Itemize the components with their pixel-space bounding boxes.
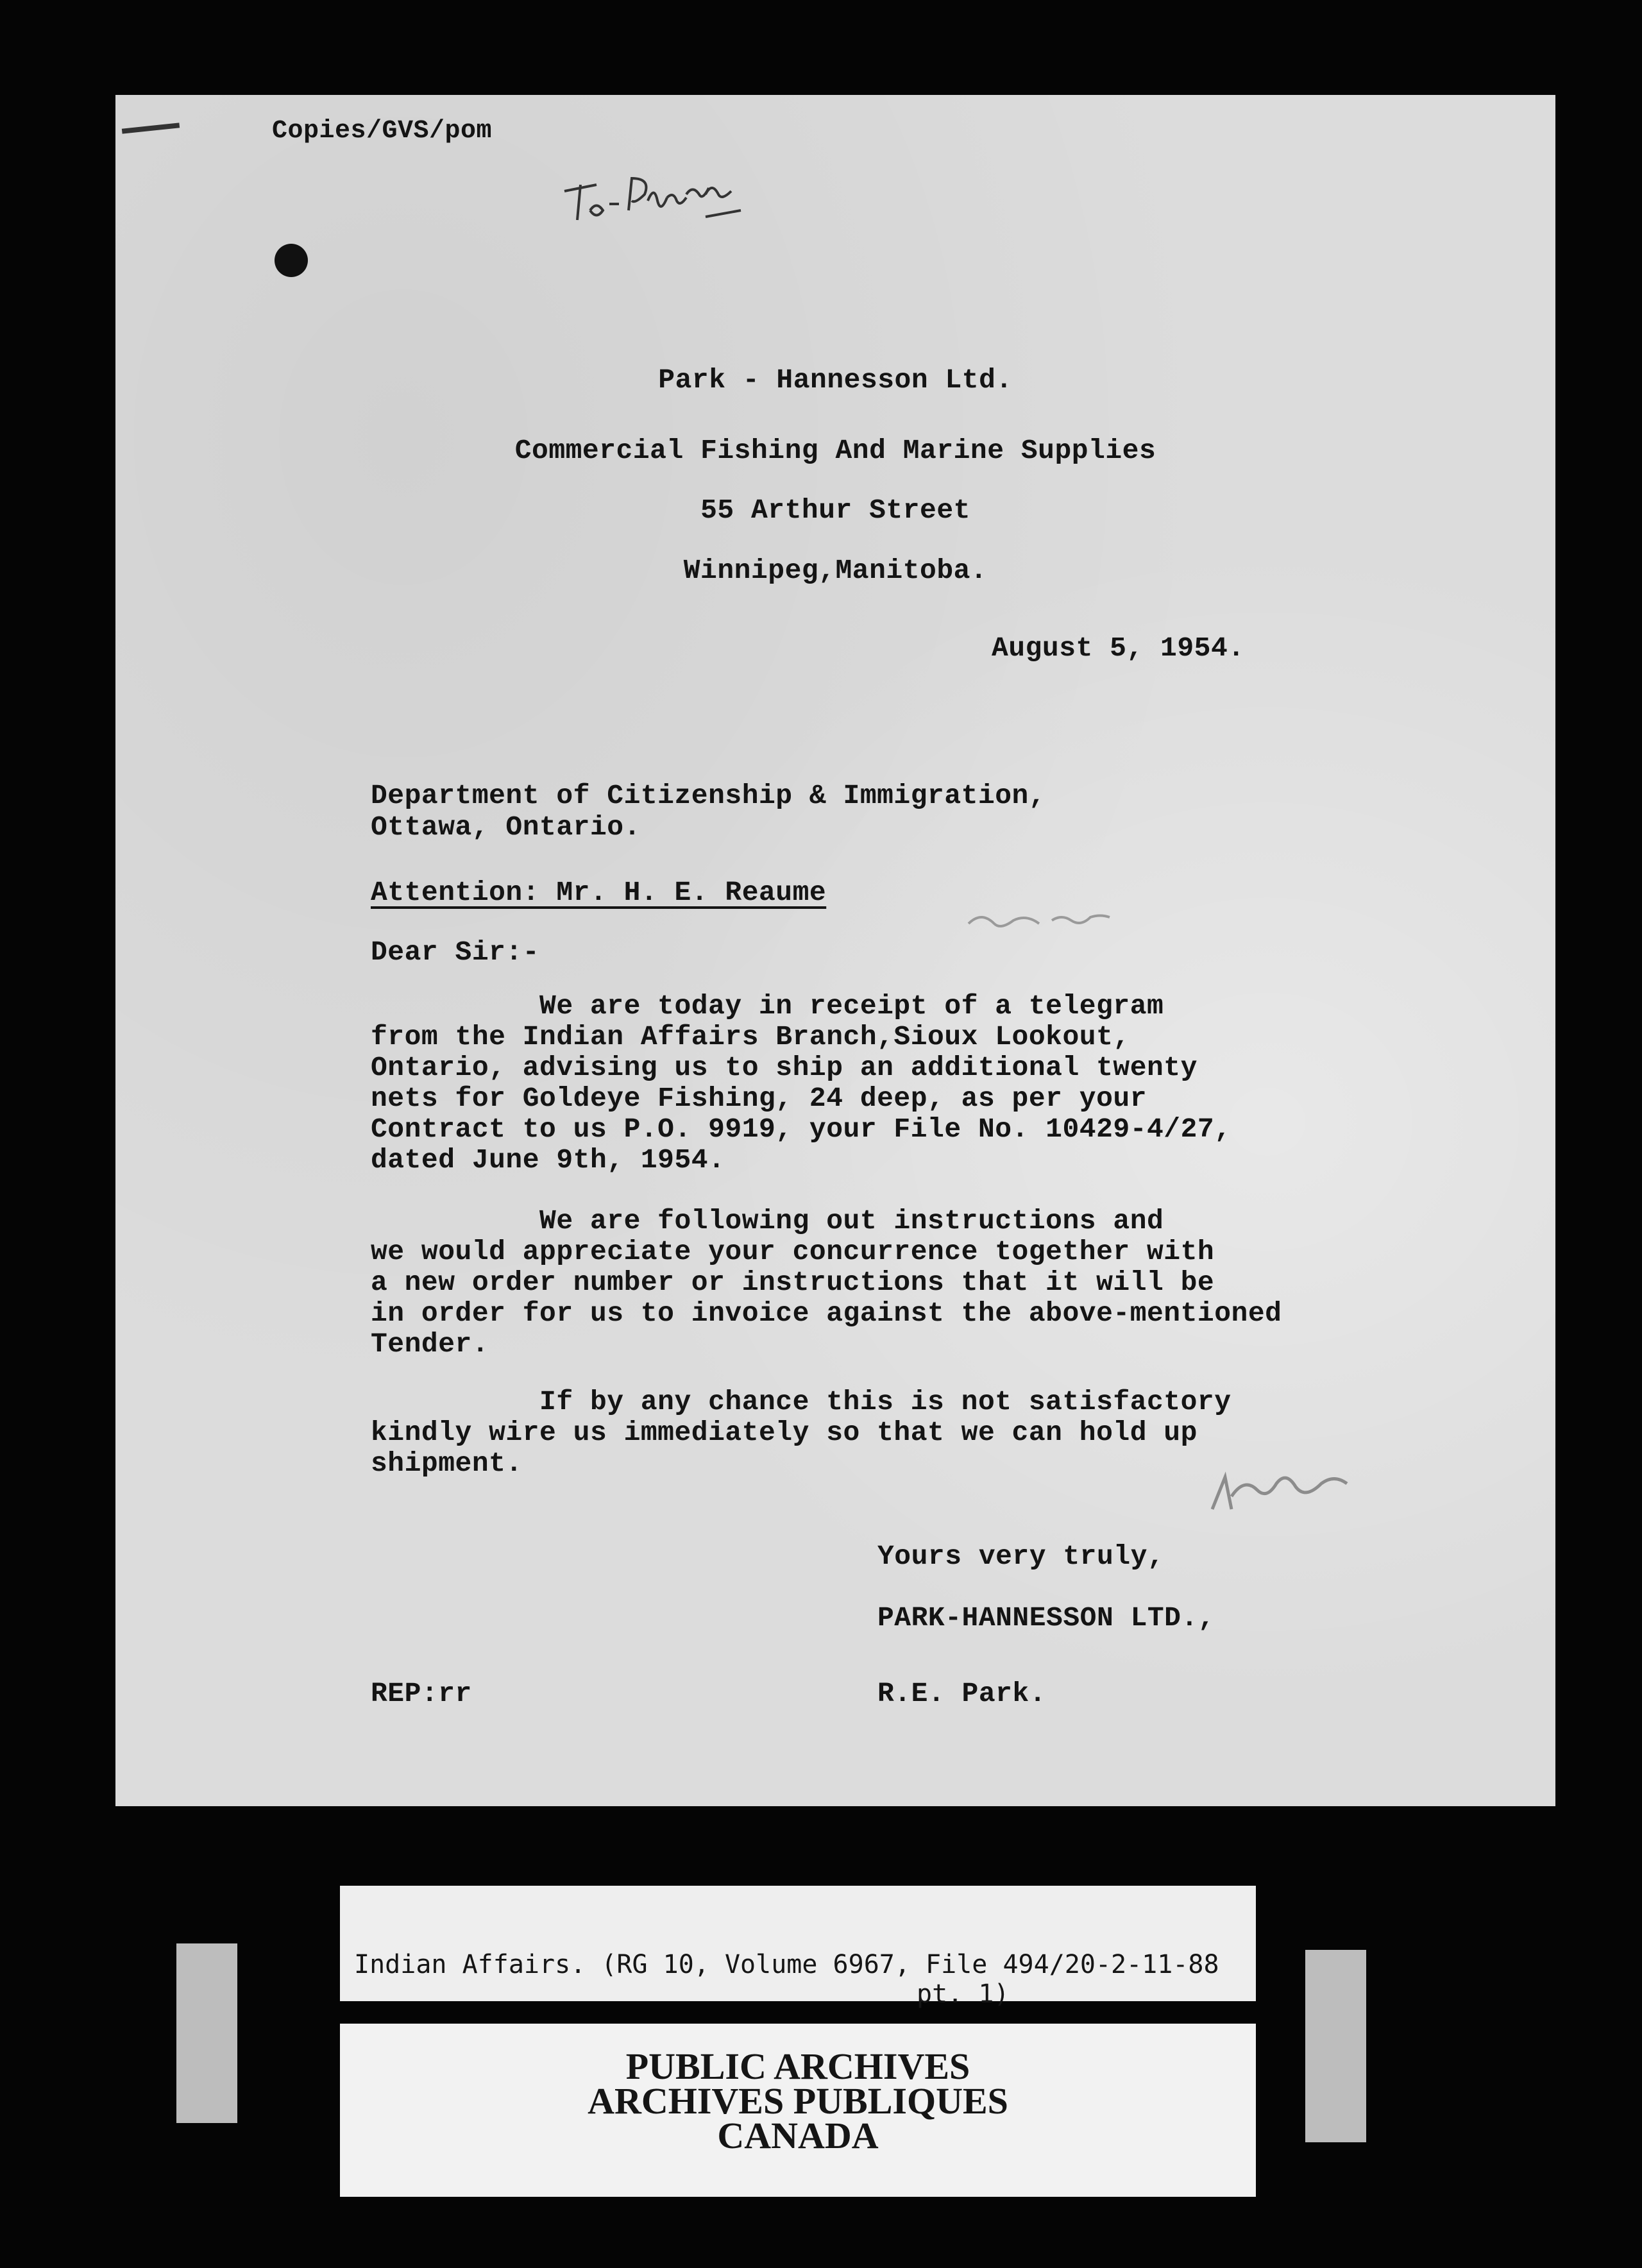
archive-stamp-line-3: CANADA <box>717 2115 879 2156</box>
letter-date: August 5, 1954. <box>992 632 1245 664</box>
archive-stamp <box>340 2024 1256 2197</box>
archive-stamp-line-2: ARCHIVES PUBLIQUES <box>588 2080 1008 2122</box>
signer-name: R.E. Park. <box>877 1678 1047 1709</box>
pen-mark <box>122 123 180 133</box>
attention-line: Attention: Mr. H. E. Reaume <box>371 877 827 908</box>
archive-reference-line-1: Indian Affairs. (RG 10, Volume 6967, File 494/20-2-11-88 <box>354 1950 1219 1979</box>
handwritten-annotation <box>558 165 750 230</box>
recipient-line-1: Department of Citizenship & Immigration, <box>371 780 1046 811</box>
recipient-address <box>371 780 1045 843</box>
punch-hole <box>275 244 308 277</box>
copies-note: Copies/GVS/pom <box>272 117 493 146</box>
closing: Yours very truly, <box>877 1541 1165 1572</box>
archive-reference-label <box>340 1886 1256 2009</box>
typist-initials: REP:rr <box>371 1678 472 1709</box>
archive-stamp-line-1: PUBLIC ARCHIVES <box>625 2045 970 2087</box>
faint-handwriting <box>962 904 1129 936</box>
signature-company: PARK-HANNESSON LTD., <box>877 1602 1215 1634</box>
label-holder-left <box>176 1943 237 2123</box>
salutation: Dear Sir:- <box>371 936 540 968</box>
body-paragraph-1: We are today in receipt of a telegram from the Indian Affairs Branch,Sioux Lookout, Ontario, advising us to ship an additional twenty nets for Goldeye Fishing, 24 deep, as per your Contract to us P.O. 9919, your File No. 10429-4/27, dated June 9th, 1954. <box>371 990 1232 1176</box>
archive-reference-line-2: pt. 1) <box>917 1979 1010 2009</box>
letterhead-company: Park - Hannesson Ltd. <box>658 364 1013 396</box>
letterhead-business: Commercial Fishing And Marine Supplies <box>514 435 1156 466</box>
letterhead-city: Winnipeg,Manitoba. <box>683 555 988 586</box>
recipient-line-2: Ottawa, Ontario. <box>371 811 641 843</box>
body-paragraph-2: We are following out instructions and we would appreciate your concurrence together with a new order number or instructions that it will be in order for us to invoice against the above-mentioned Tender. <box>371 1205 1282 1360</box>
body-paragraph-3: If by any chance this is not satisfactory kindly wire us immediately so that we can hold up shipment. <box>371 1386 1232 1479</box>
letter-page <box>115 95 1555 1806</box>
letterhead-street: 55 Arthur Street <box>700 495 970 526</box>
label-holder-right <box>1305 1950 1366 2142</box>
